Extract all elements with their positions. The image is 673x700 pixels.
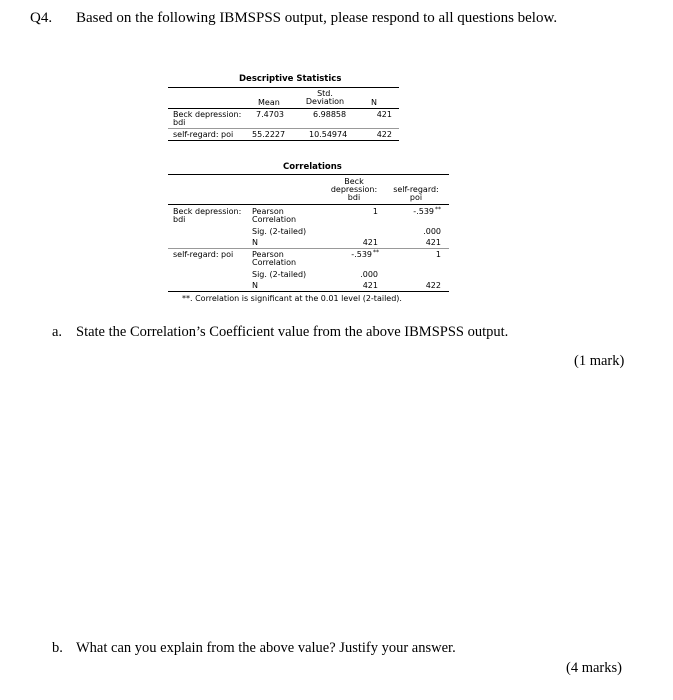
row-label: self-regard: poi [173,250,234,259]
table-rule [168,108,399,109]
self-col-header: self-regard: [393,185,439,194]
row-label: bdi [173,118,186,127]
correlations-title: Correlations [283,162,342,172]
self-n-value: 422 [425,281,441,290]
table-rule [168,174,449,175]
stat-label: Correlation [252,215,297,224]
self-col-header: poi [409,193,423,202]
question-text: Based on the following IBMSPSS output, please respond to all questions below. [76,10,558,26]
beck-sig-value: .000 [360,270,378,279]
self-sig-value: .000 [423,227,441,236]
stat-label: Correlation [252,258,297,267]
part-b-letter: b. [52,640,63,656]
beck-n-value: 421 [362,281,378,290]
part-a-text: State the Correlation’s Coefficient value from the above IBMSPSS output. [76,324,509,340]
significance-mark: ** [373,249,379,256]
beck-col-header: Beck [344,177,364,186]
part-a-letter: a. [52,324,63,340]
table-rule [168,140,399,141]
row-label: bdi [173,215,186,224]
std-value: 10.54974 [309,130,348,139]
significance-mark: ** [435,206,441,213]
std-value: 6.98858 [313,110,347,119]
table-rule [168,204,449,205]
n-header: N [371,98,377,107]
stat-label: Sig. (2-tailed) [252,227,307,236]
n-value: 421 [376,110,392,119]
footnote: **. Correlation is significant at the 0.01 level (2-tailed). [182,294,402,303]
self-pearson-value: 1 [435,250,441,259]
table-rule [168,291,449,292]
self-pearson-value: -.539 [413,207,434,216]
descriptive-title: Descriptive Statistics [239,74,342,84]
row-label: Beck depression: [173,207,242,216]
question-number: Q4. [30,10,53,26]
row-divider [168,248,449,249]
table-rule [168,87,399,88]
std-header-line1: Std. [317,89,333,98]
n-value: 422 [376,130,392,139]
mean-value: 55.2227 [252,130,286,139]
part-b-text: What can you explain from the above value? Justify your answer. [76,640,456,656]
part-a-marks: (1 mark) [574,353,625,369]
stat-label: Pearson [252,250,284,259]
mean-header: Mean [258,98,280,107]
beck-pearson-value: 1 [372,207,378,216]
std-header-line2: Deviation [305,97,345,106]
row-label: self-regard: poi [173,130,234,139]
beck-n-value: 421 [362,238,378,247]
stat-label: Sig. (2-tailed) [252,270,307,279]
beck-col-header: bdi [347,193,361,202]
beck-col-header: depression: [330,185,378,194]
stat-label: N [252,281,258,290]
stat-label: N [252,238,258,247]
stat-label: Pearson [252,207,284,216]
self-n-value: 421 [425,238,441,247]
part-b-marks: (4 marks) [566,660,622,676]
beck-pearson-value: -.539 [351,250,372,259]
mean-value: 7.4703 [256,110,284,119]
row-divider [168,128,399,129]
row-label: Beck depression: [173,110,242,119]
